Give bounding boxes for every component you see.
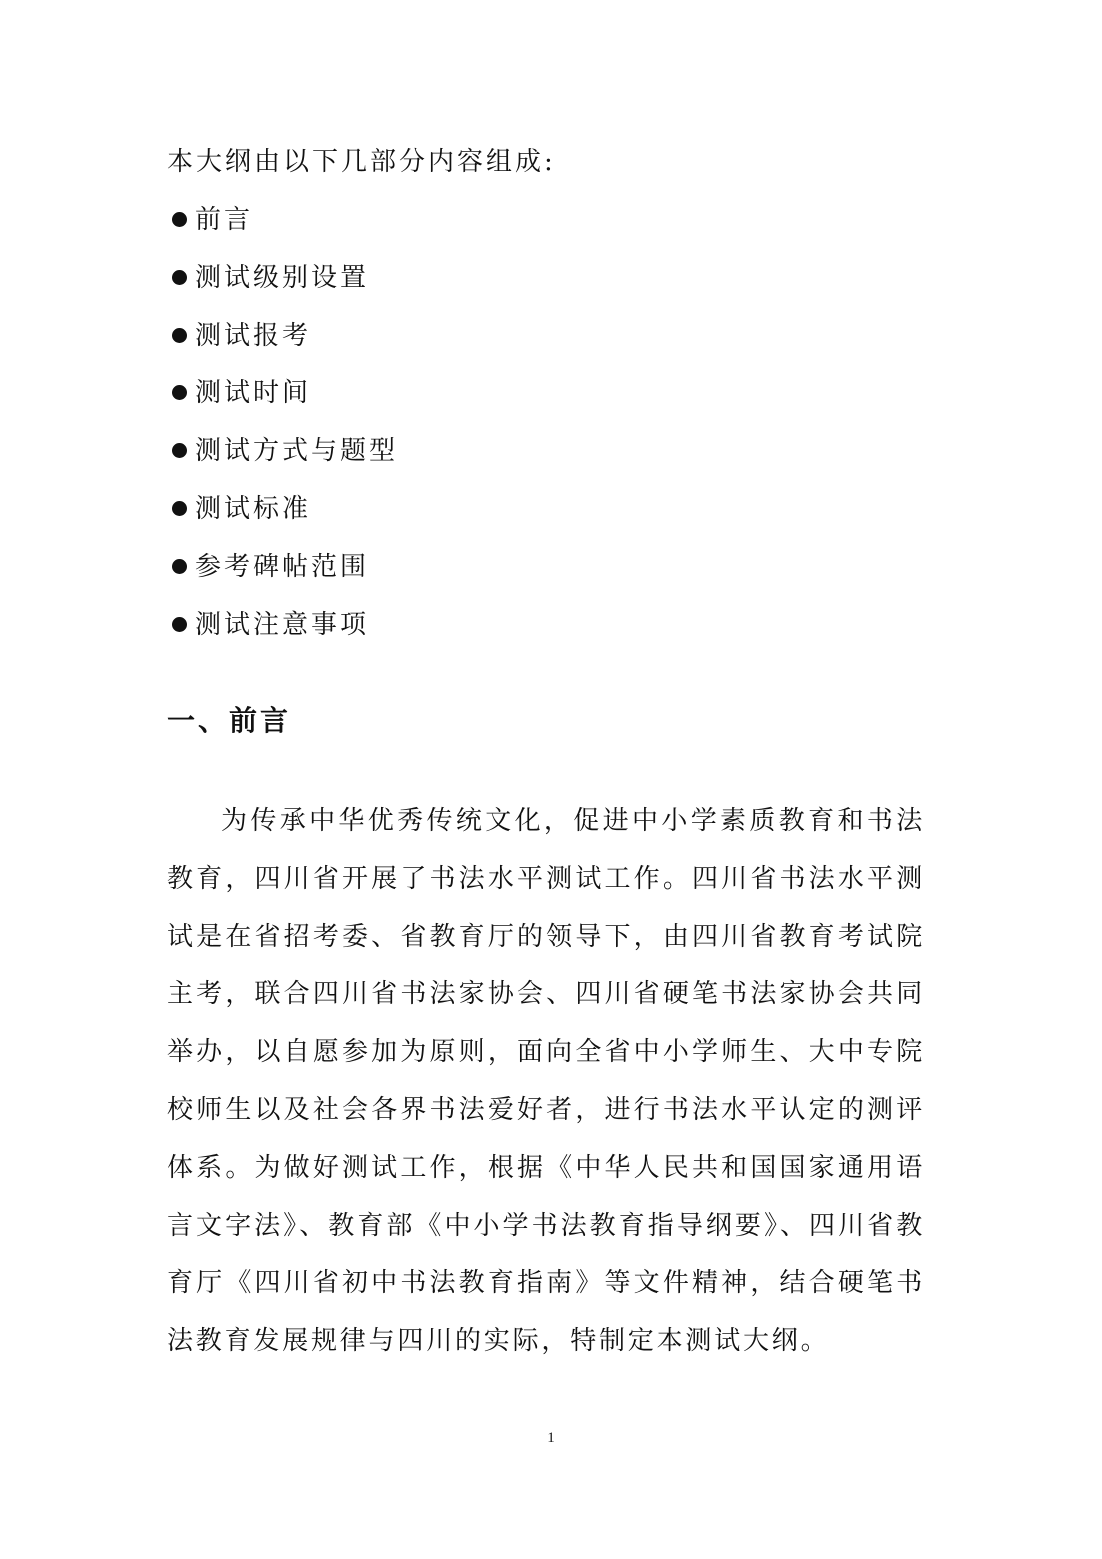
bullet-icon [172, 559, 187, 574]
contents-item [167, 316, 398, 374]
contents-item-label: 测试报考 [195, 320, 312, 351]
bullet-icon [172, 328, 187, 343]
contents-item-label: 测试方式与题型 [195, 436, 399, 467]
contents-item [167, 489, 398, 547]
bullet-icon [172, 270, 187, 285]
contents-item-label: 前言 [195, 205, 254, 235]
section-heading: 一、前言 [167, 704, 292, 737]
contents-item [167, 547, 398, 605]
bullet-icon [172, 617, 187, 632]
contents-item [167, 200, 398, 258]
contents-list [167, 200, 398, 662]
bullet-icon [172, 385, 187, 400]
contents-item-label: 测试注意事项 [195, 609, 370, 640]
contents-item-label: 测试标准 [195, 493, 312, 524]
contents-item-label: 测试级别设置 [195, 262, 370, 293]
bullet-icon [172, 443, 187, 458]
bullet-icon [172, 501, 187, 516]
contents-item [167, 373, 398, 431]
page-number: 1 [547, 1430, 555, 1446]
contents-item [167, 258, 398, 316]
contents-item-label: 测试时间 [195, 378, 312, 409]
body-paragraph: 为传承中华优秀传统文化，促进中小学素质教育和书法教育，四川省开展了书法水平测试工作。四川省书法水平测试是在省招考委、省教育厅的领导下，由四川省教育考试院主考，联合四川省书法家协会、四川省硬笔书法家协会共同举办，以自愿参加为原则，面向全省中小学师生、大中专院校师生以及社会各界书法爱好者，进行书法水平认定的测评体系。为做好测试工作，根据《中华人民共和国国家通用语言文字法》、教育部《中小学书法教育指导纲要》、四川省教育厅《四川省初中书法教育指南》等文件精神，结合硬笔书法教育发展规律与四川的实际，特制定本测试大纲。 [167, 806, 925, 1357]
intro-line: 本大纲由以下几部分内容组成: [167, 147, 556, 177]
contents-item [167, 605, 398, 663]
contents-item [167, 431, 398, 489]
contents-item-label: 参考碑帖范围 [195, 551, 370, 582]
bullet-icon [172, 212, 187, 227]
